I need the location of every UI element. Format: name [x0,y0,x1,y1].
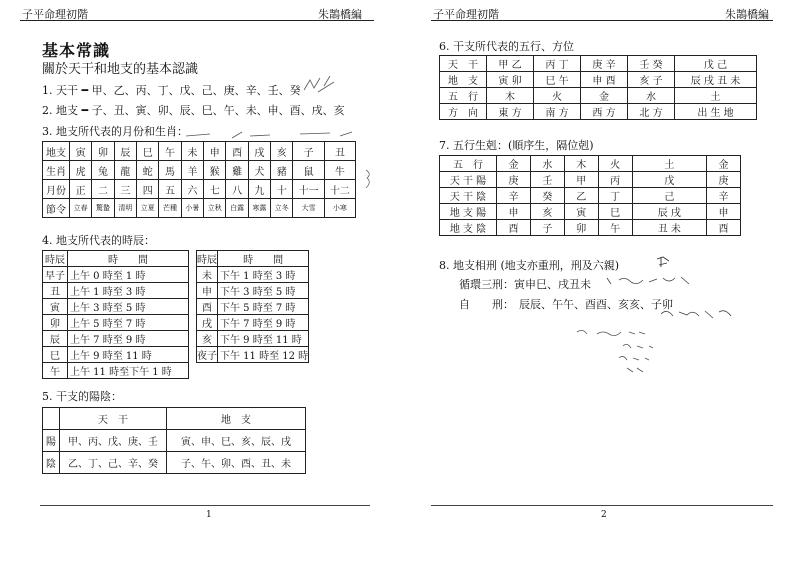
xing-self-label: 自 刑： [459,298,514,311]
table-cell: 丑 未 [632,220,707,236]
table-header: 時 間 [218,251,309,267]
table-cell: 寅 [564,204,598,220]
table-row [440,88,757,104]
table-cell: 驚蟄 [92,199,114,218]
table-cell: 酉 [197,299,218,315]
table-cell: 犬 [248,161,270,180]
table-cell: 申 [497,204,531,220]
table-cell: 水 [530,156,564,172]
table-cell: 二 [92,180,114,199]
table-cell: 壬 癸 [628,56,675,72]
item-xing: 8. 地支相刑 (地支亦重刑，刑及六親) [439,259,620,272]
table-cell: 下午 11 時至 12 時 [218,347,309,363]
table-row [43,331,189,347]
table-row [43,315,189,331]
table-cell: 辰 [114,142,136,161]
table-row [197,299,309,315]
pencil-scribble [362,168,376,190]
table-row [440,220,741,236]
table-cell: 辰 [43,331,68,347]
table-row [43,267,189,283]
pencil-scribble [180,128,360,142]
table-row [43,180,356,199]
table-cell: 亥 [197,331,218,347]
table-cell: 午 [43,363,68,379]
table-cell: 雞 [226,161,248,180]
table-cell: 甲 [564,172,598,188]
table-cell: 五 [159,180,181,199]
table-cell: 庚 辛 [581,56,628,72]
table-cell: 下午 3 時至 5 時 [218,283,309,299]
table-cell: 豬 [271,161,293,180]
table-cell: 早子 [43,267,68,283]
header-title: 子平命理初階 [433,8,499,21]
table-cell: 上午 11 時至下午 1 時 [68,363,189,379]
header-title: 子平命理初階 [22,8,88,21]
table-cell: 小暑 [181,199,203,218]
table-cell: 西 方 [581,104,628,120]
table-cell: 木 [487,88,534,104]
wuxing-table [439,55,757,120]
table-cell: 亥 子 [628,72,675,88]
table-row [43,452,306,474]
table-cell: 土 [675,88,757,104]
table-cell: 南 方 [534,104,581,120]
table-cell: 巳 [43,347,68,363]
table-cell: 羊 [181,161,203,180]
table-cell: 辰 戌 丑 未 [675,72,757,88]
table-cell: 牛 [324,161,355,180]
item-shengke: 7. 五行生剋：(順序生，隔位剋) [439,139,594,152]
table-cell: 夜子 [197,347,218,363]
table-row [43,299,189,315]
table-row [197,347,309,363]
table-cell: 水 [628,88,675,104]
table-cell: 未 [197,267,218,283]
table-cell: 子 [293,142,324,161]
table-cell: 地 支 陰 [440,220,497,236]
item-tiangan: 1. 天干 ━ 甲、乙、丙、丁、戊、己、庚、辛、壬、癸 [42,84,301,97]
month-zodiac-table [42,141,356,218]
table-cell: 立春 [70,199,92,218]
table-cell: 甲、丙、戊、庚、壬 [60,430,167,452]
table-cell: 寅、申、巳、亥、辰、戌 [167,430,306,452]
shengke-table [439,155,741,236]
table-cell: 未 [181,142,203,161]
table-cell: 白露 [226,199,248,218]
table-cell: 乙、丁、己、辛、癸 [60,452,167,474]
table-cell: 下午 1 時至 3 時 [218,267,309,283]
table-cell: 卯 [92,142,114,161]
table-cell: 馬 [159,161,181,180]
table-cell: 寒露 [248,199,270,218]
table-cell: 節令 [43,199,70,218]
table-cell: 申 [707,204,741,220]
table-cell: 辛 [707,188,741,204]
table-cell: 己 [632,188,707,204]
table-header: 地 支 [167,408,306,430]
xing-cycle: 循環三刑：寅申巳、戌丑未 [459,278,591,291]
table-cell: 四 [137,180,159,199]
pencil-scribble [659,306,739,322]
table-cell: 東 方 [487,104,534,120]
page-title: 基本常識 [42,41,111,60]
left-page [0,0,396,561]
table-row [43,347,189,363]
xing-self-text: 辰辰、午午、酉酉、亥亥、子卯 [519,298,673,311]
table-row [197,315,309,331]
table-cell: 立夏 [137,199,159,218]
table-row [440,156,741,172]
table-cell: 庚 [707,172,741,188]
table-cell: 上午 7 時至 9 時 [68,331,189,347]
table-cell: 地 支 [440,72,487,88]
hours-table-right [196,250,309,363]
table-cell: 下午 9 時至 11 時 [218,331,309,347]
table-row [197,251,309,267]
table-cell: 寅 卯 [487,72,534,88]
table-row [197,267,309,283]
table-cell: 土 [632,156,707,172]
table-cell: 地 支 陽 [440,204,497,220]
table-cell: 金 [707,156,741,172]
table-cell: 大雪 [293,199,324,218]
item-wuxing-direction: 6. 干支所代表的五行、方位 [439,40,574,53]
table-cell: 卯 [564,220,598,236]
table-cell: 午 [598,220,632,236]
table-cell: 巳 [598,204,632,220]
table-row [43,363,189,379]
item-dizhi: 2. 地支 ━ 子、丑、寅、卯、辰、巳、午、未、申、酉、戌、亥 [42,104,345,117]
table-cell: 子 [530,220,564,236]
table-cell: 戌 [197,315,218,331]
table-cell: 戌 [248,142,270,161]
table-row [197,283,309,299]
table-cell: 正 [70,180,92,199]
table-cell: 九 [248,180,270,199]
table-cell: 寅 [43,299,68,315]
table-cell: 蛇 [137,161,159,180]
table-cell: 丁 [598,188,632,204]
table-cell: 乙 [564,188,598,204]
table-cell: 八 [226,180,248,199]
table-cell: 酉 [497,220,531,236]
table-row [440,104,757,120]
table-cell: 申 酉 [581,72,628,88]
hours-table-left [42,250,189,379]
table-cell: 上午 0 時至 1 時 [68,267,189,283]
table-cell: 猴 [204,161,226,180]
pencil-scribble [300,72,340,96]
table-cell: 方 向 [440,104,487,120]
table-cell: 月份 [43,180,70,199]
table-cell: 上午 5 時至 7 時 [68,315,189,331]
table-cell: 辛 [497,188,531,204]
table-cell: 鼠 [293,161,324,180]
table-cell: 虎 [70,161,92,180]
table-cell: 五 行 [440,88,487,104]
table-row [440,188,741,204]
table-row [43,142,356,161]
table-cell: 生肖 [43,161,70,180]
table-header: 時辰 [43,251,68,267]
table-cell: 酉 [226,142,248,161]
table-cell: 天 干 [440,56,487,72]
table-cell: 天 干 陽 [440,172,497,188]
table-cell: 庚 [497,172,531,188]
table-cell: 北 方 [628,104,675,120]
table-cell: 地支 [43,142,70,161]
header-rule [431,20,773,21]
table-row [43,251,189,267]
table-cell: 戊 [632,172,707,188]
page-number: 1 [206,510,212,520]
item-month-zodiac: 3. 地支所代表的月份和生肖： [42,125,188,138]
table-header: 時 間 [68,251,189,267]
table-row [43,161,356,180]
table-cell: 三 [114,180,136,199]
table-cell: 寅 [70,142,92,161]
table-cell: 十 [271,180,293,199]
table-cell: 癸 [530,188,564,204]
table-cell: 陰 [43,452,60,474]
table-cell: 卯 [43,315,68,331]
table-row [440,72,757,88]
table-cell: 甲 乙 [487,56,534,72]
table-row [440,204,741,220]
table-cell: 立秋 [204,199,226,218]
table-cell: 清明 [114,199,136,218]
table-cell: 六 [181,180,203,199]
header-author: 朱鵲橋編 [318,8,362,21]
table-cell: 上午 9 時至 11 時 [68,347,189,363]
table-row [43,430,306,452]
table-header: 天 干 [60,408,167,430]
pencil-scribble [605,274,695,288]
table-row [43,408,306,430]
table-cell: 下午 5 時至 7 時 [218,299,309,315]
page-subtitle: 關於天干和地支的基本認識 [42,62,199,77]
table-cell: 申 [197,283,218,299]
table-cell: 立冬 [271,199,293,218]
table-cell: 丙 丁 [534,56,581,72]
table-cell: 十一 [293,180,324,199]
page-number: 2 [601,510,607,520]
table-cell: 丑 [324,142,355,161]
table-cell: 巳 午 [534,72,581,88]
footer-rule [40,505,370,506]
table-cell: 五 行 [440,156,497,172]
table-cell: 火 [598,156,632,172]
table-row [440,56,757,72]
header-rule [20,20,374,21]
table-cell: 陽 [43,430,60,452]
table-cell: 午 [159,142,181,161]
table-cell: 金 [581,88,628,104]
table-cell: 巳 [137,142,159,161]
table-cell: 酉 [707,220,741,236]
table-cell: 壬 [530,172,564,188]
table-cell: 七 [204,180,226,199]
pencil-scribble [655,255,671,269]
header-author: 朱鵲橋編 [725,8,769,21]
table-cell: 芒種 [159,199,181,218]
table-cell: 下午 7 時至 9 時 [218,315,309,331]
table-cell: 亥 [530,204,564,220]
yinyang-table [42,407,306,474]
table-cell: 子、午、卯、酉、丑、未 [167,452,306,474]
table-row [197,331,309,347]
item-hours: 4. 地支所代表的時辰： [42,234,155,247]
table-cell: 出 生 地 [675,104,757,120]
footer-rule [431,505,773,506]
table-cell: 丙 [598,172,632,188]
table-row [43,283,189,299]
table-cell: 戊 己 [675,56,757,72]
table-row [440,172,741,188]
table-cell: 兔 [92,161,114,180]
table-cell: 上午 3 時至 5 時 [68,299,189,315]
table-cell: 亥 [271,142,293,161]
item-yinyang: 5. 干支的陽陰： [42,390,122,403]
table-cell: 申 [204,142,226,161]
table-cell: 小寒 [324,199,355,218]
table-cell: 木 [564,156,598,172]
table-cell: 上午 1 時至 3 時 [68,283,189,299]
right-page [397,0,793,561]
table-cell: 丑 [43,283,68,299]
table-cell: 天 干 陰 [440,188,497,204]
table-cell: 龍 [114,161,136,180]
table-cell: 火 [534,88,581,104]
table-header [43,408,60,430]
table-header: 時辰 [197,251,218,267]
pencil-scribble [573,326,683,376]
table-cell: 十二 [324,180,355,199]
table-row [43,199,356,218]
table-cell: 辰 戌 [632,204,707,220]
table-cell: 金 [497,156,531,172]
